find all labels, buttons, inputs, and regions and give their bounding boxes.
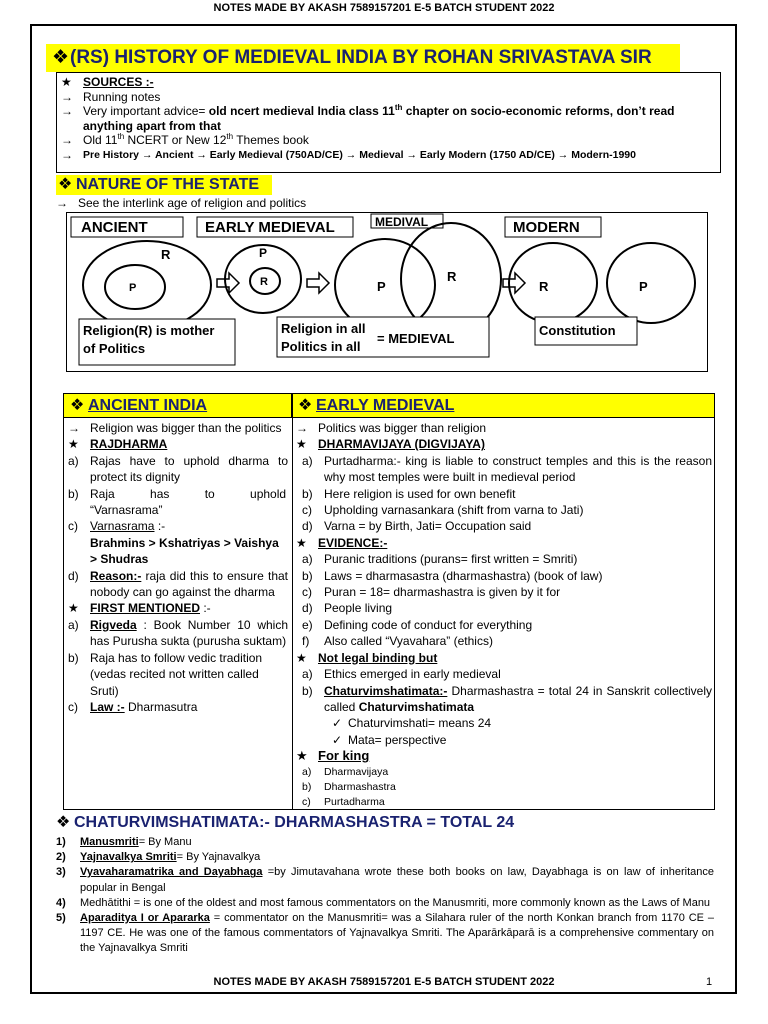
diamond-bullet-icon: ❖: [52, 47, 70, 68]
modern-r: R: [539, 279, 549, 294]
arrow-shape-1: [217, 273, 239, 293]
ancient-r: R: [161, 247, 171, 262]
page-number: 1: [706, 976, 713, 988]
sources-heading: SOURCES :-: [83, 75, 154, 89]
comparison-table: [63, 393, 715, 810]
label-modern: MODERN: [513, 219, 580, 236]
document-title: [46, 44, 680, 72]
note-mother-1: Religion(R) is mother: [83, 323, 215, 338]
label-medival: MEDIVAL: [375, 215, 429, 229]
medival-r: R: [447, 269, 457, 284]
religion-politics-diagram: [66, 212, 708, 372]
note-mother-2: of Politics: [83, 341, 146, 356]
sources-box: [56, 72, 721, 173]
note-all-1: Religion in all: [281, 321, 366, 336]
ancient-p: P: [129, 282, 137, 294]
early-medieval-column: → Politics was bigger than religion ★ DHARMAVIJAYA (DIGVIJAYA) a) Purtadharma:- king is liable to construct temples and this is the reason why most temples were built in medieval period b) Here religion is used for own benefit c) Upholding varnasankara (shift from varna to Jati) d) Varna = by Birth, Jati= Occupation said ★ EVIDENCE:- a) Puranic traditions (purans= first written = Smriti) b) Laws = dharmasastra (dharmashastra) (book of law) c) Puran = 18= dharmashastra is given by it for d) People living e) Defining code of conduct for everything f) Also called “Vyavahara” (ethics) ★ Not legal binding but a) Ethics emerged in early medieval b) Chaturvimshatimata:- Dharmashastra = total 24 in Sanskrit collectively called Chaturvimshatimata ✓ Chaturvimshati= means 24 ✓ Mata= perspective ★ For king a) Dharmavijaya b) Dharmashastra c) Purtadharma: [296, 421, 712, 808]
column-divider: [292, 394, 293, 809]
early-r: R: [260, 276, 268, 288]
early-p: P: [259, 246, 268, 260]
early-medieval-heading: ❖ EARLY MEDIEVAL: [292, 394, 714, 418]
sources-line3: Old 11th NCERT or New 12th Themes book: [83, 132, 309, 147]
arrow-shape-2: [307, 273, 329, 293]
sources-line2: Very important advice= old ncert medieval India class 11th chapter on socio-economic reforms, don’t read anything apart from that: [83, 103, 675, 133]
ancient-india-column: → Religion was bigger than the politics ★ RAJDHARMA a) Rajas have to uphold dharma to protect its dignity b) Raja has to uphold “Varnasrama” c) Varnasrama :- Brahmins > Kshatriyas > Vaishya > Shudras d) Reason:- raja did this to ensure that nobody can go against the dharma ★ FIRST MENTIONED :- a) Rigveda : Book Number 10 which has Purusha sukta (purusha suktam) b) Raja has to follow vedic tradition (vedas recited not written called Sruti) c) Law :- Dharmasutra: [68, 421, 288, 714]
chaturvimshatimata-list: 1) Manusmriti= By Manu 2) Yajnavalkya Smriti= By Yajnavalkya 3) Vyavaharamatrika and Dayabhaga =by Jimutavahana wrote these both books on law, Dayabhaga is on law of inheritance popular in Bengal 4) Medhātithi = is one of the oldest and most famous commentators on the Manusmriti, more commonly known as the Laws of Manu 5) Aparaditya I or Apararka = commentator on the Manusmriti= was a Silahara ruler of the north Konkan branch from 1170 CE – 1197 CE. He was one of the famous commentators of Yajnavalkya Smriti. The Aparārkāparā is a comprehensive commentary on the Yajnavalkya Smriti: [56, 836, 715, 955]
arrow-icon: →: [61, 89, 73, 104]
label-ancient: ANCIENT: [81, 219, 148, 236]
circle-modern-politics: [607, 243, 695, 323]
chaturvimshatimata-heading: ❖ CHATURVIMSHATIMATA:- DHARMASHASTRA = TOTAL 24: [56, 814, 515, 831]
arrow-icon: →: [61, 147, 73, 162]
note-all-2: Politics in all: [281, 339, 361, 354]
page-header: NOTES MADE BY AKASH 7589157201 E-5 BATCH STUDENT 2022: [213, 2, 555, 14]
circle-ancient-religion: [83, 241, 211, 329]
sources-line4: Pre History → Ancient → Early Medieval (750AD/CE) → Medieval → Early Modern (1750 AD/CE) → Modern-1990: [83, 148, 636, 161]
arrow-shape-3: [503, 273, 525, 293]
note-medieval: = MEDIEVAL: [377, 331, 455, 346]
page-footer: NOTES MADE BY AKASH 7589157201 E-5 BATCH STUDENT 2022: [213, 976, 555, 988]
title-text: (RS) HISTORY OF MEDIEVAL INDIA BY ROHAN SRIVASTAVA SIR: [70, 47, 652, 68]
sources-line1: Running notes: [83, 89, 161, 104]
star-icon: ★: [61, 75, 72, 89]
arrow-icon: →: [61, 104, 73, 118]
nature-subline: → See the interlink age of religion and politics: [56, 196, 307, 210]
arrow-icon: →: [61, 133, 73, 147]
label-early-medieval: EARLY MEDIEVAL: [205, 219, 335, 236]
note-constitution: Constitution: [539, 323, 616, 338]
ancient-india-heading: ❖ ANCIENT INDIA: [64, 394, 292, 418]
modern-p: P: [639, 279, 648, 294]
nature-heading: ❖ NATURE OF THE STATE: [56, 175, 272, 195]
diamond-bullet-icon: ❖: [58, 176, 73, 193]
medival-p: P: [377, 279, 386, 294]
